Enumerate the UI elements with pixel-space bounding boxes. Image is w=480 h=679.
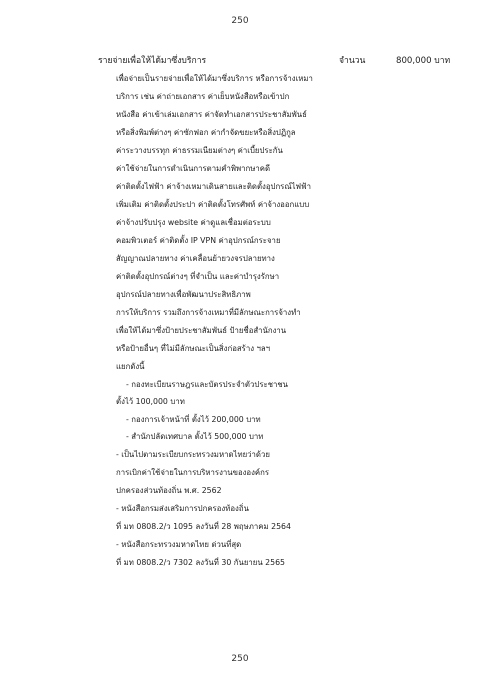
description-line: ค่าใช้จ่ายในการดำเนินการตามคำพิพากษาคดี (116, 164, 271, 173)
reference-line: ที่ มท 0808.2/ว 1095 ลงวันที่ 28 พฤษภาคม 2564 (116, 522, 291, 531)
description-line: เพื่อจ่ายเป็นรายจ่ายเพื่อให้ได้มาซึ่งบริการ หรือการจ้างเหมา (116, 74, 313, 83)
description-line: หนังสือ ค่าเข้าเล่มเอกสาร ค่าจัดทำเอกสารประชาสัมพันธ์ (116, 110, 307, 119)
reference-line: ปกครองส่วนท้องถิ่น พ.ศ. 2562 (116, 486, 222, 495)
budget-amount: 800,000 บาท (396, 56, 451, 66)
quantity-label: จำนวน (339, 56, 366, 66)
budget-heading-row (98, 53, 451, 67)
page-number-top: 250 (231, 16, 249, 26)
description-line: บริการ เช่น ค่าถ่ายเอกสาร ค่าเย็บหนังสือหรือเข้าปก (116, 92, 290, 101)
reference-line: การเบิกค่าใช้จ่ายในการบริหารงานขององค์กร (116, 468, 270, 477)
list-item: - กองการเจ้าหน้าที่ ตั้งไว้ 200,000 บาท (126, 415, 261, 424)
reference-line: ที่ มท 0808.2/ว 7302 ลงวันที่ 30 กันยายน 2565 (116, 558, 285, 567)
description-line: หรือป้ายอื่นๆ ที่ไม่มีลักษณะเป็นสิ่งก่อสร้าง ฯลฯ (116, 344, 271, 353)
reference-line: - หนังสือกระทรวงมหาดไทย ด่วนที่สุด (116, 540, 242, 549)
description-line: ค่าระวางบรรทุก ค่าธรรมเนียมต่างๆ ค่าเบี้ยประกัน (116, 146, 283, 155)
list-item: - กองทะเบียนราษฎรและบัตรประจำตัวประชาชน (126, 380, 288, 389)
page-number-bottom: 250 (231, 654, 249, 664)
list-item: - สำนักปลัดเทศบาล ตั้งไว้ 500,000 บาท (126, 432, 264, 441)
description-line: หรือสิ่งพิมพ์ต่างๆ ค่าซักฟอก ค่ากำจัดขยะหรือสิ่งปฏิกูล (116, 128, 296, 137)
description-line: เพิ่มเติม ค่าติดตั้งประปา ค่าติดตั้งโทรศัพท์ ค่าจ้างออกแบบ (116, 200, 310, 209)
reference-line: - เป็นไปตามระเบียบกระทรวงมหาดไทยว่าด้วย (116, 450, 270, 459)
reference-line: - หนังสือกรมส่งเสริมการปกครองท้องถิ่น (116, 504, 249, 513)
description-line: การให้บริการ รวมถึงการจ้างเหมาที่มีลักษณะการจ้างทำ (116, 308, 301, 317)
description-line: เพื่อให้ได้มาซึ่งป้ายประชาสัมพันธ์ ป้ายชื่อสำนักงาน (116, 326, 287, 335)
description-line: สัญญาณปลายทาง ค่าเคลื่อนย้ายวงจรปลายทาง (116, 254, 275, 263)
description-line: คอมพิวเตอร์ ค่าติดตั้ง IP VPN ค่าอุปกรณ์กระจาย (116, 236, 281, 245)
description-line: แยกดังนี้ (116, 362, 145, 371)
description-line: อุปกรณ์ปลายทางเพื่อพัฒนาประสิทธิภาพ (116, 290, 251, 299)
description-line: ค่าติดตั้งอุปกรณ์ต่างๆ ที่จำเป็น และค่าบำรุงรักษา (116, 272, 280, 281)
description-line: ค่าติดตั้งไฟฟ้า ค่าจ้างเหมาเดินสายและติดตั้งอุปกรณ์ไฟฟ้า (116, 182, 311, 191)
description-line: ค่าจ้างปรับปรุง website ค่าดูแลเชื่อมต่อระบบ (116, 218, 271, 227)
list-item-amount: ตั้งไว้ 100,000 บาท (116, 397, 185, 406)
budget-item-title: รายจ่ายเพื่อให้ได้มาซึ่งบริการ (98, 56, 207, 66)
